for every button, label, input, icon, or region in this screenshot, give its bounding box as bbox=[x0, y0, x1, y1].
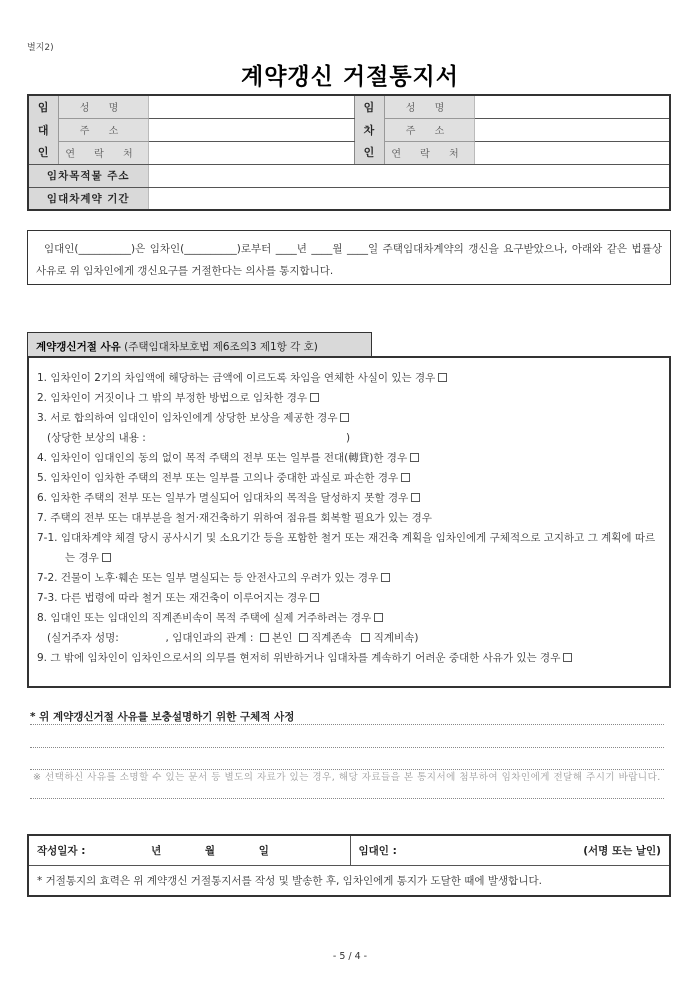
reason-6-checkbox[interactable] bbox=[411, 493, 420, 502]
reason-2-checkbox[interactable] bbox=[310, 393, 319, 402]
relation-self-label: 본인 bbox=[272, 632, 293, 644]
reason-number: 7-1. bbox=[37, 532, 58, 544]
reason-text: 주택의 전부 또는 대부분을 철거·재건축하기 위하여 점유를 회복할 필요가 있는 경우 bbox=[50, 512, 432, 524]
landlord-role-char: 대 bbox=[28, 118, 58, 141]
reason-1-checkbox[interactable] bbox=[438, 373, 447, 382]
reason-number: 7. bbox=[37, 512, 48, 524]
lease-period-field[interactable] bbox=[148, 187, 670, 210]
lease-period-label: 임대차계약 기간 bbox=[28, 187, 148, 210]
relation-ascendant-checkbox[interactable] bbox=[299, 633, 308, 642]
landlord-role-char: 인 bbox=[28, 141, 58, 164]
reason-item-5 bbox=[37, 468, 661, 488]
signature-table bbox=[27, 834, 671, 897]
landlord-contact-label: 연 락 처 bbox=[58, 141, 148, 164]
landlord-contact-field[interactable] bbox=[148, 141, 354, 164]
tenant-contact-field[interactable] bbox=[474, 141, 670, 164]
resident-detail-line bbox=[37, 628, 661, 648]
reason-number: 4. bbox=[37, 452, 48, 464]
reason-item-7-1 bbox=[37, 528, 661, 568]
reason-text: 임대인 또는 임대인의 직계존비속이 목적 주택에 실제 거주하려는 경우 bbox=[50, 612, 372, 624]
effect-footnote: * 거절통지의 효력은 위 계약갱신 거절통지서를 작성 및 발송한 후, 임차인에게 통지가 도달한 때에 발생합니다. bbox=[37, 874, 542, 887]
landlord-role-char: 임 bbox=[28, 95, 58, 118]
tenant-role-char: 임 bbox=[354, 95, 384, 118]
reason-item-8 bbox=[37, 608, 661, 628]
reason-item-7 bbox=[37, 508, 661, 528]
tenant-role-char: 차 bbox=[354, 118, 384, 141]
year-label: 년 bbox=[151, 844, 162, 857]
reason-text: 임차인이 임대인의 동의 없이 목적 주택의 전부 또는 일부를 전대(轉貸)한 경우 bbox=[50, 452, 408, 464]
relation-ascendant-label: 직계존속 bbox=[311, 632, 352, 644]
reason-7-1-checkbox[interactable] bbox=[102, 553, 111, 562]
reason-item-2 bbox=[37, 388, 661, 408]
relation-self-checkbox[interactable] bbox=[260, 633, 269, 642]
reason-item-1 bbox=[37, 368, 661, 388]
date-label: 작성일자 : bbox=[37, 844, 86, 857]
tenant-address-label: 주 소 bbox=[384, 118, 474, 141]
supplement-line-1[interactable] bbox=[30, 724, 664, 725]
reason-text: 건물이 노후·훼손 또는 일부 멸실되는 등 안전사고의 우려가 있는 경우 bbox=[60, 572, 379, 584]
party-info-table bbox=[27, 94, 671, 211]
relation-close-paren: ) bbox=[414, 632, 419, 644]
reason-item-9 bbox=[37, 648, 661, 668]
reason-7-3-checkbox[interactable] bbox=[310, 593, 319, 602]
supplement-note: ※ 선택하신 사유를 소명할 수 있는 문서 등 별도의 자료가 있는 경우, 해당 자료들을 본 통지서에 첨부하여 임차인에게 전달해 주시기 바랍니다. bbox=[33, 772, 661, 783]
reason-number: 6. bbox=[37, 492, 48, 504]
landlord-address-field[interactable] bbox=[148, 118, 354, 141]
reason-text: 그 밖에 임차인이 임차인으로서의 의무를 현저히 위반하거나 임대차를 계속하기 어려운 중대한 사유가 있는 경우 bbox=[50, 652, 561, 664]
landlord-sign-cell[interactable] bbox=[350, 835, 670, 865]
reason-text: 임차인이 임차한 주택의 전부 또는 일부를 고의나 중대한 과실로 파손한 경우 bbox=[50, 472, 399, 484]
landlord-address-label: 주 소 bbox=[58, 118, 148, 141]
reasons-header-title: 계약갱신거절 사유 bbox=[36, 341, 121, 353]
day-label: 일 bbox=[258, 844, 269, 857]
relation-descendant-label: 직계비속 bbox=[373, 632, 415, 644]
landlord-name-field[interactable] bbox=[148, 95, 354, 118]
relation-descendant-checkbox[interactable] bbox=[361, 633, 370, 642]
reasons-box bbox=[27, 356, 671, 688]
tenant-name-field[interactable] bbox=[474, 95, 670, 118]
property-address-field[interactable] bbox=[148, 164, 670, 187]
landlord-name-label: 성 명 bbox=[58, 95, 148, 118]
reason-item-6 bbox=[37, 488, 661, 508]
reason-5-checkbox[interactable] bbox=[401, 473, 410, 482]
reason-text: 임대차계약 체결 당시 공사시기 및 소요기간 등을 포함한 철거 또는 재건축 계획을 임차인에게 구체적으로 고지하고 그 계획에 따르는 경우 bbox=[60, 532, 656, 564]
reason-7-2-checkbox[interactable] bbox=[381, 573, 390, 582]
supplement-line-2[interactable] bbox=[30, 747, 664, 748]
property-address-label: 임차목적물 주소 bbox=[28, 164, 148, 187]
reason-text: 다른 법령에 따라 철거 또는 재건축이 이루어지는 경우 bbox=[60, 592, 308, 604]
reasons-header bbox=[27, 332, 372, 357]
reason-8-checkbox[interactable] bbox=[374, 613, 383, 622]
notice-box bbox=[27, 230, 671, 285]
annex-label: 별지2) bbox=[27, 43, 54, 53]
page-number: - 5 / 4 - bbox=[332, 951, 368, 962]
reason-number: 7-3. bbox=[37, 592, 58, 604]
supplement-divider bbox=[30, 798, 664, 799]
reason-item-7-2 bbox=[37, 568, 661, 588]
reason-number: 3. bbox=[37, 412, 48, 424]
notice-text: 임대인(__________)은 임차인(__________)로부터 ____년 ____월 ____일 주택임대차계약의 갱신을 요구받았으나, 아래와 같은 법률상 사유로 위 임차인에게 갱신요구를 거절한다는 의사를 통지합니다. bbox=[36, 243, 662, 277]
reason-4-checkbox[interactable] bbox=[410, 453, 419, 462]
tenant-role-char: 인 bbox=[354, 141, 384, 164]
reason-text: 임차인이 거짓이나 그 밖의 부정한 방법으로 임차한 경우 bbox=[50, 392, 308, 404]
sign-hint: (서명 또는 날인) bbox=[583, 844, 661, 857]
reason-number: 1. bbox=[37, 372, 48, 384]
reason-item-7-3 bbox=[37, 588, 661, 608]
resident-name-field[interactable]: (실거주자 성명: , 임대인과의 관계 : bbox=[47, 632, 254, 644]
date-cell[interactable] bbox=[28, 835, 350, 865]
reason-text: 임차인이 2기의 차임액에 해당하는 금액에 이르도록 차임을 연체한 사실이 있는 경우 bbox=[50, 372, 436, 384]
reason-number: 8. bbox=[37, 612, 48, 624]
compensation-detail-line[interactable]: (상당한 보상의 내용 : ) bbox=[47, 432, 351, 444]
tenant-address-field[interactable] bbox=[474, 118, 670, 141]
reason-number: 7-2. bbox=[37, 572, 58, 584]
reason-3-checkbox[interactable] bbox=[340, 413, 349, 422]
reason-text: 임차한 주택의 전부 또는 일부가 멸실되어 임대차의 목적을 달성하지 못할 경우 bbox=[50, 492, 409, 504]
tenant-name-label: 성 명 bbox=[384, 95, 474, 118]
landlord-sign-label: 임대인 : bbox=[358, 844, 397, 857]
reason-number: 5. bbox=[37, 472, 48, 484]
reason-item-3 bbox=[37, 408, 661, 428]
reason-item-4 bbox=[37, 448, 661, 468]
document-title: 계약갱신 거절통지서 bbox=[241, 64, 459, 90]
month-label: 월 bbox=[204, 844, 216, 857]
reason-number: 9. bbox=[37, 652, 48, 664]
reason-text: 서로 합의하여 임대인이 임차인에게 상당한 보상을 제공한 경우 bbox=[50, 412, 338, 424]
reason-9-checkbox[interactable] bbox=[563, 653, 572, 662]
supplement-title: * 위 계약갱신거절 사유를 보충설명하기 위한 구체적 사정 bbox=[30, 711, 295, 723]
reasons-header-law: (주택임대차보호법 제6조의3 제1항 각 호) bbox=[120, 341, 318, 353]
supplement-line-3[interactable] bbox=[30, 769, 664, 770]
tenant-contact-label: 연 락 처 bbox=[384, 141, 474, 164]
reason-number: 2. bbox=[37, 392, 48, 404]
